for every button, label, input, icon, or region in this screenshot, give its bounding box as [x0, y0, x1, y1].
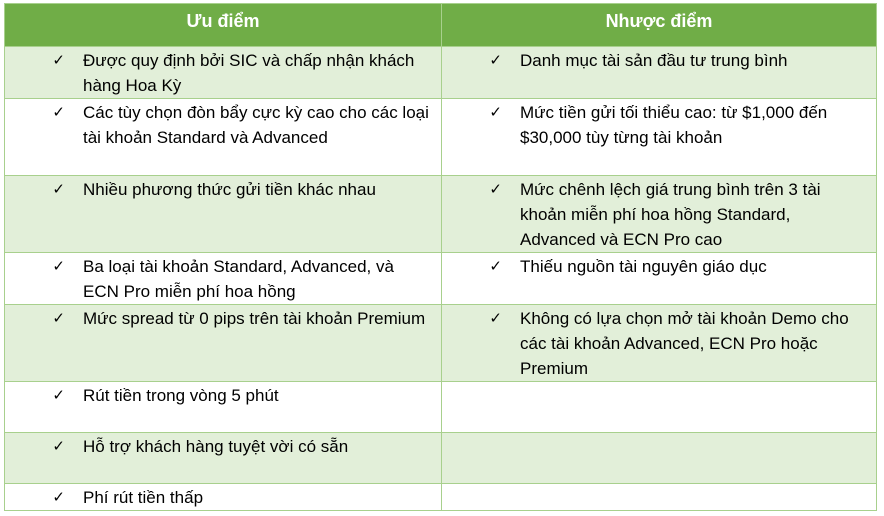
con-cell-empty: [442, 433, 877, 484]
pro-cell: ✓ Hỗ trợ khách hàng tuyệt vời có sẵn: [5, 433, 442, 484]
pro-cell: ✓ Nhiều phương thức gửi tiền khác nhau: [5, 176, 442, 253]
pro-cell: ✓ Phí rút tiền thấp: [5, 484, 442, 511]
check-icon: ✓: [489, 103, 502, 121]
check-icon: ✓: [52, 51, 65, 69]
pros-cons-table-container: [4, 3, 876, 511]
pro-cell: ✓ Rút tiền trong vòng 5 phút: [5, 382, 442, 433]
table-row: [5, 433, 877, 484]
con-cell: ✓ Thiếu nguồn tài nguyên giáo dục: [442, 253, 877, 305]
check-icon: ✓: [489, 309, 502, 327]
pros-header: Ưu điểm: [5, 4, 442, 47]
con-cell: ✓ Không có lựa chọn mở tài khoản Demo cho các tài khoản Advanced, ECN Pro hoặc Premium: [442, 305, 877, 382]
table-row: [5, 99, 877, 176]
check-icon: ✓: [52, 257, 65, 275]
pro-cell: ✓ Được quy định bởi SIC và chấp nhận khách hàng Hoa Kỳ: [5, 47, 442, 99]
check-icon: ✓: [52, 103, 65, 121]
check-icon: ✓: [52, 488, 65, 506]
pro-cell: ✓ Ba loại tài khoản Standard, Advanced, và ECN Pro miễn phí hoa hồng: [5, 253, 442, 305]
con-cell: ✓ Danh mục tài sản đầu tư trung bình: [442, 47, 877, 99]
table-row: [5, 305, 877, 382]
header-row: [5, 4, 877, 47]
table-row: [5, 382, 877, 433]
check-icon: ✓: [52, 309, 65, 327]
table-row: [5, 484, 877, 511]
con-cell-empty: [442, 382, 877, 433]
check-icon: ✓: [52, 386, 65, 404]
check-icon: ✓: [489, 180, 502, 198]
check-icon: ✓: [52, 180, 65, 198]
cons-header: Nhược điểm: [442, 4, 877, 47]
con-cell-empty: [442, 484, 877, 511]
pro-cell: ✓ Mức spread từ 0 pips trên tài khoản Premium: [5, 305, 442, 382]
check-icon: ✓: [489, 257, 502, 275]
table-row: [5, 253, 877, 305]
check-icon: ✓: [52, 437, 65, 455]
table-row: [5, 176, 877, 253]
pros-cons-table: [4, 3, 877, 511]
pro-cell: ✓ Các tùy chọn đòn bẩy cực kỳ cao cho các loại tài khoản Standard và Advanced: [5, 99, 442, 176]
con-cell: ✓ Mức chênh lệch giá trung bình trên 3 tài khoản miễn phí hoa hồng Standard, Advanced và ECN Pro cao: [442, 176, 877, 253]
table-row: [5, 47, 877, 99]
check-icon: ✓: [489, 51, 502, 69]
con-cell: ✓ Mức tiền gửi tối thiểu cao: từ $1,000 đến $30,000 tùy từng tài khoản: [442, 99, 877, 176]
